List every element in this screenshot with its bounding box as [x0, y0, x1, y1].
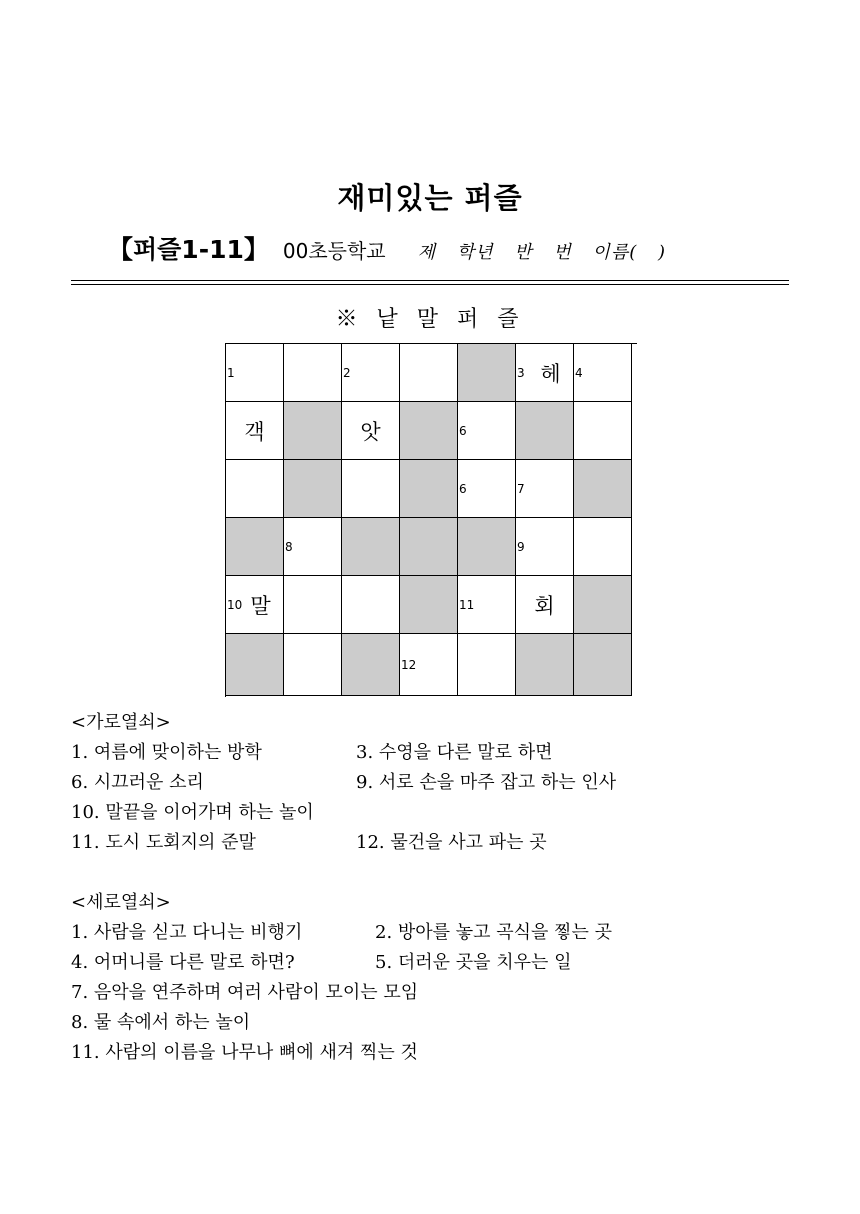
crossword-cell-blocked — [458, 518, 516, 576]
crossword-cell-blocked — [400, 460, 458, 518]
down-clue: 7. 음악을 연주하며 여러 사람이 모이는 모임 — [71, 982, 419, 1003]
crossword-cell[interactable] — [574, 402, 632, 460]
crossword-cell[interactable] — [400, 344, 458, 402]
crossword-cell[interactable] — [284, 634, 342, 696]
down-heading: <세로열쇠> — [71, 892, 171, 913]
crossword-cell[interactable] — [400, 634, 458, 696]
cell-letter: 헤 — [540, 361, 561, 386]
double-divider — [71, 280, 789, 285]
crossword-cell[interactable] — [284, 344, 342, 402]
down-clue: 11. 사람의 이름을 나무나 뼈에 새겨 찍는 것 — [71, 1042, 418, 1063]
cell-letter: 앗 — [360, 419, 381, 444]
crossword-cell-blocked — [458, 344, 516, 402]
crossword-cell[interactable] — [226, 344, 284, 402]
across-clue: 11. 도시 도회지의 준말 — [71, 832, 256, 853]
crossword-cell-blocked — [400, 576, 458, 634]
crossword-cell[interactable] — [284, 518, 342, 576]
clue-row — [71, 1038, 418, 1068]
down-clue: 2. 방아를 놓고 곡식을 찧는 곳 — [375, 922, 613, 943]
crossword-cell[interactable] — [226, 576, 284, 634]
cell-number: 10 — [227, 597, 243, 612]
cell-number: 2 — [343, 365, 351, 380]
crossword-cell[interactable] — [516, 344, 574, 402]
clue-row — [71, 978, 418, 1008]
crossword-cell[interactable] — [342, 576, 400, 634]
school-name: 00초등학교 — [282, 239, 386, 263]
cell-number: 7 — [517, 481, 525, 496]
cell-number: 1 — [227, 365, 235, 380]
crossword-grid — [225, 343, 637, 697]
cell-letter: 회 — [534, 593, 555, 618]
crossword-cell[interactable] — [458, 634, 516, 696]
crossword-cell[interactable] — [342, 460, 400, 518]
across-clues — [71, 738, 617, 858]
page-title: 재미있는 퍼즐 — [337, 181, 523, 215]
cell-number: 9 — [517, 539, 525, 554]
worksheet-header — [108, 230, 666, 266]
down-clue: 8. 물 속에서 하는 놀이 — [71, 1012, 251, 1033]
crossword-cell[interactable] — [516, 518, 574, 576]
crossword-cell[interactable] — [342, 344, 400, 402]
crossword-cell[interactable] — [574, 518, 632, 576]
cell-letter: 객 — [244, 419, 265, 444]
clue-row — [71, 798, 418, 828]
crossword-cell-blocked — [342, 518, 400, 576]
down-clue: 1. 사람을 싣고 다니는 비행기 — [71, 922, 303, 943]
crossword-cell[interactable] — [342, 402, 400, 460]
across-clue: 6. 시끄러운 소리 — [71, 772, 204, 793]
cell-number: 3 — [517, 365, 525, 380]
crossword-cell-blocked — [226, 634, 284, 696]
crossword-cell-blocked — [342, 634, 400, 696]
across-clue: 10. 말끝을 이어가며 하는 놀이 — [71, 802, 314, 823]
across-clue: 9. 서로 손을 마주 잡고 하는 인사 — [356, 772, 617, 793]
student-info-line: 제 학년 반 번 이름( ) — [417, 242, 666, 263]
clue-row — [71, 918, 613, 948]
crossword-cell[interactable] — [226, 460, 284, 518]
crossword-cell[interactable] — [284, 576, 342, 634]
cell-number: 8 — [285, 539, 293, 554]
cell-letter: 말 — [250, 593, 271, 618]
clue-row — [71, 948, 572, 978]
crossword-cell-blocked — [284, 460, 342, 518]
crossword-cell-blocked — [574, 460, 632, 518]
crossword-cell-blocked — [400, 402, 458, 460]
across-clue: 12. 물건을 사고 파는 곳 — [356, 832, 547, 853]
crossword-cell[interactable] — [458, 402, 516, 460]
crossword-cell-blocked — [400, 518, 458, 576]
crossword-cell-blocked — [284, 402, 342, 460]
clues-section — [71, 708, 617, 1068]
cell-number: 4 — [575, 365, 583, 380]
cell-number: 12 — [401, 657, 417, 672]
puzzle-subtitle: ※ 낱 말 퍼 즐 — [335, 307, 525, 332]
across-heading: <가로열쇠> — [71, 712, 171, 733]
cell-number: 6 — [459, 423, 467, 438]
crossword-cell-blocked — [516, 402, 574, 460]
cell-number: 6 — [459, 481, 467, 496]
crossword-cell[interactable] — [574, 344, 632, 402]
clue-row — [71, 828, 547, 858]
clue-row — [71, 768, 617, 798]
clue-row — [71, 1008, 418, 1038]
crossword-cell-blocked — [226, 518, 284, 576]
crossword-cell[interactable] — [458, 460, 516, 518]
crossword-cell[interactable] — [458, 576, 516, 634]
crossword-cell-blocked — [574, 576, 632, 634]
crossword-cell[interactable] — [516, 460, 574, 518]
clue-row — [71, 738, 553, 768]
down-clue: 4. 어머니를 다른 말로 하면? — [71, 952, 295, 973]
down-clues — [71, 918, 613, 1068]
crossword-cell[interactable] — [516, 576, 574, 634]
cell-number: 11 — [459, 597, 475, 612]
puzzle-number: 【퍼즐1-11】 — [108, 235, 269, 264]
crossword-cell[interactable] — [226, 402, 284, 460]
across-clue: 1. 여름에 맞이하는 방학 — [71, 742, 262, 763]
across-clue: 3. 수영을 다른 말로 하면 — [356, 742, 553, 763]
crossword-cell-blocked — [516, 634, 574, 696]
crossword-cell-blocked — [574, 634, 632, 696]
down-clue: 5. 더러운 곳을 치우는 일 — [375, 952, 572, 973]
